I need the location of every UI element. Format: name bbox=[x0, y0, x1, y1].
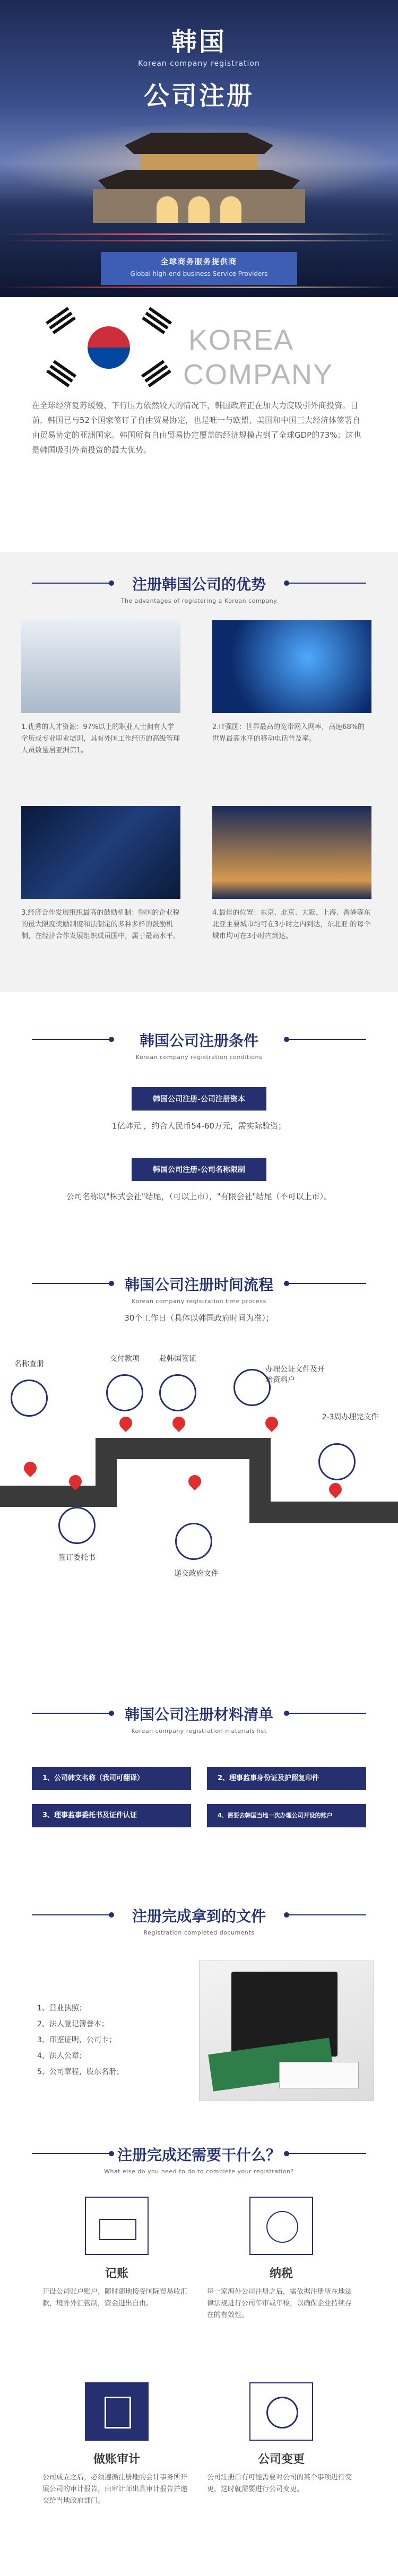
advantage-text: 2.IT强国：世界最高的宽带网入网率，高速68%的世界最高水平的移动电话普及率。 bbox=[212, 723, 365, 743]
after-heading bbox=[0, 2144, 398, 2175]
location-pin-icon bbox=[263, 1414, 281, 1432]
advantages-grid bbox=[0, 620, 398, 992]
banner-text-cn: 全球商务服务提供商 bbox=[161, 258, 237, 266]
hero-service-banner bbox=[101, 252, 297, 285]
submit-documents-icon bbox=[175, 1523, 212, 1560]
step-label: 名称查册 bbox=[14, 1360, 44, 1368]
bank-icon bbox=[85, 2197, 149, 2255]
service-name: 做账审计 bbox=[93, 2453, 140, 2466]
search-name-icon bbox=[11, 1380, 48, 1417]
timeline-title: 韩国公司注册时间流程 bbox=[124, 1276, 273, 1294]
light-trail bbox=[0, 240, 398, 241]
documents-title: 注册完成拿到的文件 bbox=[132, 1907, 266, 1925]
service-desc: 每一家海外公司注册之后，需依据注册所在地法律法规进行公司年审或年检，以确保企业持续存在的有效性。 bbox=[207, 2288, 352, 2319]
materials-section bbox=[0, 1682, 398, 1868]
light-trail bbox=[0, 287, 398, 288]
material-item: 2、理事监事身份证及护照复印件 bbox=[207, 1767, 366, 1790]
advantages-section bbox=[0, 552, 398, 992]
documents-heading bbox=[0, 1905, 398, 1936]
hero-title-line2: 公司注册 bbox=[143, 81, 254, 111]
palace-gate-illustration bbox=[93, 133, 305, 223]
documents-subtitle: Registration completed documents bbox=[143, 1929, 255, 1936]
service-desc: 公司成立之后，必须遵循注册地的会计事务所开展公司的审计报告，由审计师出具审计报告并递交给当地政府部门。 bbox=[42, 2474, 188, 2505]
advantage-text: 3.经济合作发展组织最高的鼓励机制：韩国的企业税的最大限度奖励制度和法制定的多种多样的鼓励机制，在经济合作发展组织成员国中，属于最高水平。 bbox=[21, 909, 180, 940]
ledger-icon bbox=[85, 2382, 149, 2441]
timeline-subtitle: Korean company registration time process bbox=[132, 1298, 266, 1305]
payment-icon bbox=[106, 1374, 143, 1411]
after-subtitle: What else do you need to do to complete your registration? bbox=[104, 2168, 294, 2175]
service-audit bbox=[42, 2382, 191, 2507]
name-condition-pill: 韩国公司注册-公司名称限制 bbox=[132, 1158, 266, 1181]
materials-title: 韩国公司注册材料清单 bbox=[124, 1706, 273, 1723]
advantages-title: 注册韩国公司的优势 bbox=[132, 576, 266, 593]
service-name: 纳税 bbox=[269, 2267, 293, 2280]
road-segment bbox=[249, 1502, 398, 1523]
conditions-section bbox=[0, 992, 398, 1257]
advantages-subtitle: The advantages of registering a Korean company bbox=[120, 597, 278, 604]
light-trail bbox=[0, 233, 398, 235]
capital-condition-text: 1亿韩元 ，约合人民币54-60万元，需实际验资； bbox=[112, 1121, 286, 1131]
step-label: 签订委托书 bbox=[58, 1554, 96, 1562]
location-pin-icon bbox=[170, 1414, 188, 1432]
document-item: 5、公司章程，股东名册； bbox=[37, 2068, 124, 2076]
document-item: 1、营业执照； bbox=[37, 2004, 86, 2013]
step-label: 赴韩国签证 bbox=[159, 1355, 196, 1363]
location-pin-icon bbox=[326, 1480, 344, 1498]
name-condition-text: 公司名称以"株式会社"结尾，（可以上市），"有限会社"结尾（不可以上市）。 bbox=[66, 1192, 332, 1201]
timeline-road-map bbox=[0, 1348, 398, 1677]
timeline-note: 30个工作日（具体以韩国政府时间为准）； bbox=[124, 1313, 274, 1323]
road-segment bbox=[96, 1438, 271, 1459]
tech-image bbox=[21, 806, 180, 899]
documents-kit-image bbox=[199, 1961, 374, 2101]
after-registration-section bbox=[0, 2133, 398, 2576]
step-label: 交付款项 bbox=[110, 1355, 140, 1363]
city-night-image bbox=[212, 806, 371, 899]
korea-flag-section bbox=[0, 297, 398, 393]
location-pin-icon bbox=[186, 1472, 204, 1490]
location-pin-icon bbox=[21, 1459, 39, 1477]
material-item: 3、理事监事委托书及证件认证 bbox=[32, 1804, 191, 1827]
road-segment bbox=[0, 1486, 106, 1507]
korea-flag-icon bbox=[32, 308, 180, 387]
materials-heading bbox=[0, 1703, 398, 1734]
network-city-image bbox=[212, 620, 371, 713]
visa-icon bbox=[159, 1374, 196, 1411]
advantage-card bbox=[21, 620, 180, 757]
document-item: 3、印鉴证明，公司卡； bbox=[37, 2036, 116, 2044]
step-label: 2-3周办理完文件 bbox=[322, 1413, 379, 1421]
advantage-text: 4.最佳的位置：东京、北京、大阪、上海、香港等东北亚主要城市均可在3小时之内到达，东北亚 的每个城市均可在3小时内到达。 bbox=[212, 909, 371, 940]
service-desc: 开设公司账户账户，随时随地接受国际贸易收汇款，境外外汇管制，资金进出自由。 bbox=[42, 2288, 188, 2308]
materials-subtitle: Korean company registration materials list bbox=[131, 1728, 267, 1734]
change-icon bbox=[249, 2382, 313, 2441]
document-item: 2、法人登记簿誊本； bbox=[37, 2020, 109, 2028]
material-item: 1、公司韩文名称（我司可翻译） bbox=[32, 1767, 191, 1790]
timeline-section bbox=[0, 1257, 398, 1682]
conditions-title: 韩国公司注册条件 bbox=[139, 1032, 258, 1050]
intro-paragraph: 在全球经济复苏缓慢、下行压力依然较大的情况下，韩国政府正在加大力度吸引外商投资。目前，韩国已与52个国家签订了自由贸易协定，也是唯一与欧盟、美国和中国三大经济体签署自由贸易协定的亚洲国家。韩国所有自由贸易协定覆盖的经济规模占到了全球GDP的73%；这也是韩国吸引外商投资的最大优势。 bbox=[32, 401, 361, 455]
advantage-card bbox=[212, 806, 371, 942]
business-people-image bbox=[21, 620, 180, 713]
document-item: 4、法人公章； bbox=[37, 2052, 86, 2060]
advantages-heading bbox=[0, 573, 398, 604]
conditions-subtitle: Korean company registration conditions bbox=[135, 1054, 263, 1061]
advantage-card bbox=[212, 620, 371, 745]
documents-list bbox=[37, 2000, 124, 2080]
hero-banner-section bbox=[0, 0, 398, 297]
service-tax bbox=[207, 2197, 356, 2321]
service-desc: 公司注册后有可能需要对公司的某个事项进行变更，这时就需要进行公司变更。 bbox=[207, 2474, 352, 2493]
sign-contract-icon bbox=[58, 1507, 96, 1544]
service-change bbox=[207, 2382, 356, 2495]
banner-text-en: Global high-end business Service Providers bbox=[130, 270, 268, 277]
capital-condition-pill: 韩国公司注册-公司注册资本 bbox=[132, 1087, 266, 1111]
service-bookkeeping bbox=[42, 2197, 191, 2310]
advantage-text: 1.优秀的人才资源：97%以上的职业人士拥有大学学历或专业职业培训，具有外国工作经历的高级管理人员数量居亚洲第1。 bbox=[21, 723, 180, 754]
conditions-heading bbox=[0, 1029, 398, 1061]
complete-docs-icon bbox=[318, 1443, 356, 1480]
service-name: 公司变更 bbox=[257, 2453, 305, 2466]
tax-icon bbox=[249, 2197, 313, 2255]
hero-title-line1: 韩国 bbox=[171, 27, 227, 57]
step-label: 办理公证文件及开始资料户 bbox=[265, 1365, 325, 1384]
timeline-heading bbox=[0, 1273, 398, 1305]
company-word: COMPANY bbox=[183, 359, 334, 391]
service-name: 记账 bbox=[105, 2267, 128, 2280]
material-item: 4、需要去韩国当地一次办理公司开设的账户 bbox=[207, 1804, 366, 1827]
location-pin-icon bbox=[117, 1414, 135, 1432]
documents-section bbox=[0, 1868, 398, 2133]
after-title: 注册完成还需要干什么？ bbox=[117, 2146, 281, 2164]
korea-word: KOREA bbox=[188, 324, 295, 356]
step-label: 递交政府文件 bbox=[174, 1569, 219, 1578]
advantage-card bbox=[21, 806, 180, 942]
hero-subtitle-en: Korean company registration bbox=[138, 59, 260, 68]
